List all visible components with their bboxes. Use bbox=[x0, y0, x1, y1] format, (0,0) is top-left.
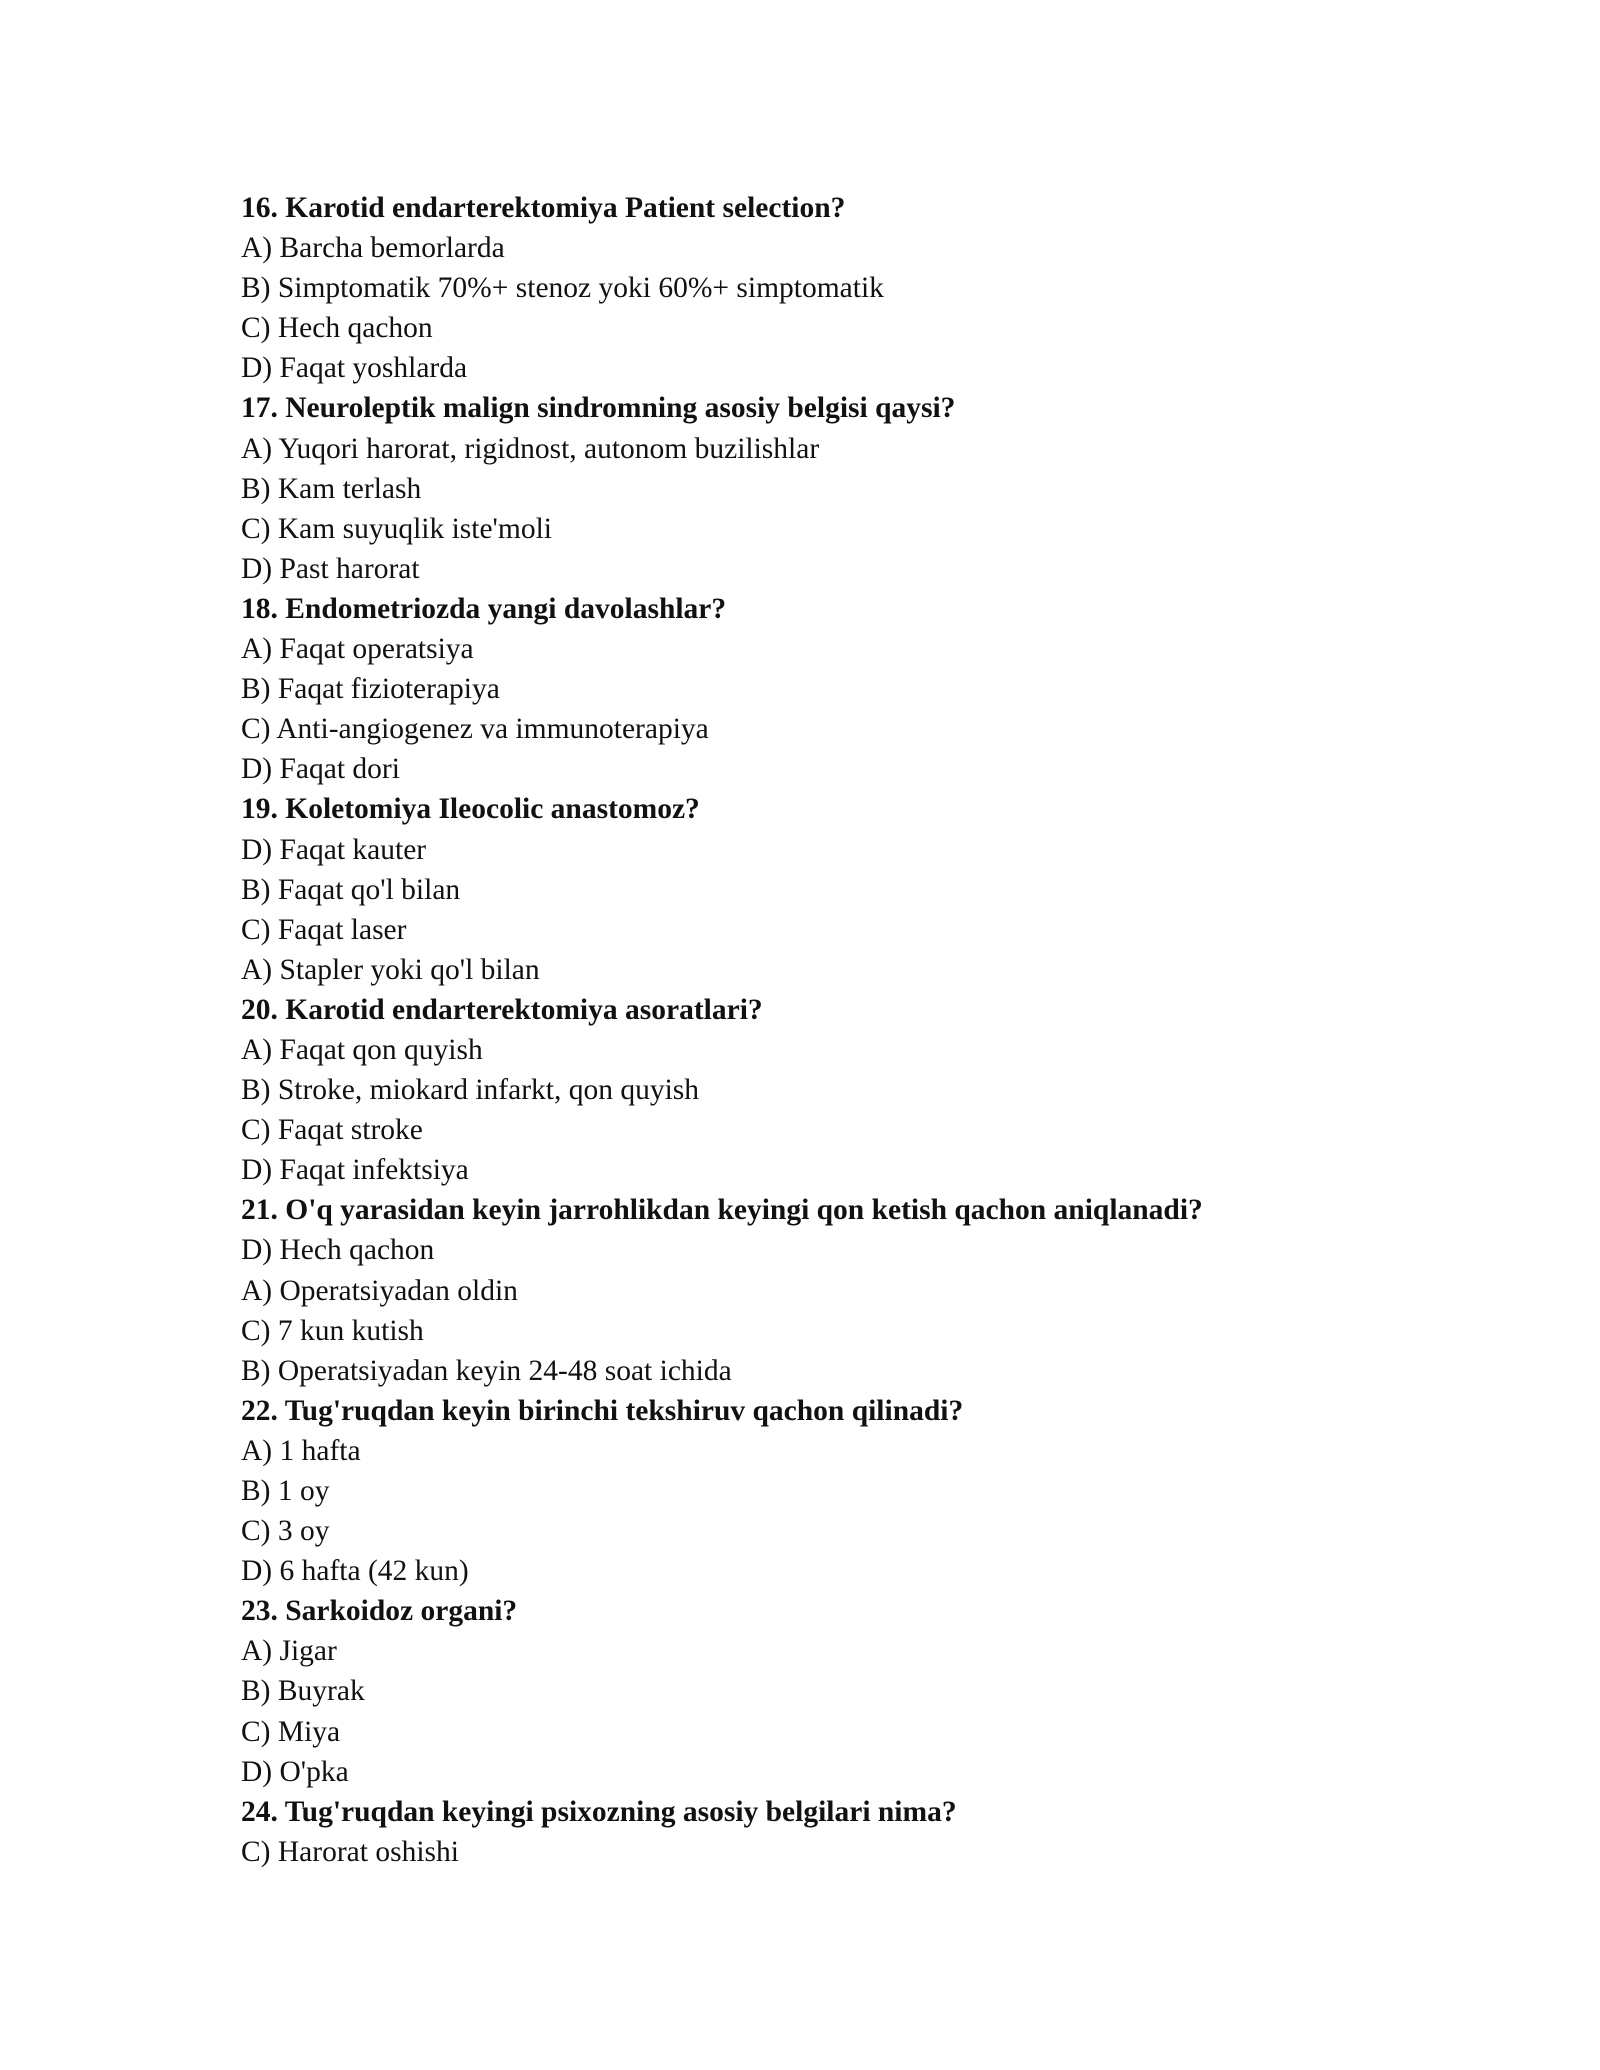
question-21 bbox=[241, 1190, 1421, 1390]
question-title: 22. Tug'ruqdan keyin birinchi tekshiruv qachon qilinadi? bbox=[241, 1394, 964, 1427]
answer-option-b: B) Buyrak bbox=[241, 1675, 365, 1708]
answer-option-b: B) Kam terlash bbox=[241, 472, 422, 505]
answer-option-c: C) Miya bbox=[241, 1715, 341, 1748]
question-20 bbox=[241, 990, 1421, 1190]
answer-option-b: B) Operatsiyadan keyin 24-48 soat ichida bbox=[241, 1354, 732, 1387]
question-16 bbox=[241, 188, 1421, 388]
answer-option-d: D) Hech qachon bbox=[241, 1234, 435, 1267]
question-title: 16. Karotid endarterektomiya Patient selection? bbox=[241, 192, 846, 224]
question-title: 23. Sarkoidoz organi? bbox=[241, 1595, 518, 1628]
answer-option-c: C) Faqat stroke bbox=[241, 1114, 423, 1147]
question-23 bbox=[241, 1591, 1421, 1791]
question-title: 19. Koletomiya Ileocolic anastomoz? bbox=[241, 793, 700, 826]
question-18 bbox=[241, 589, 1421, 789]
answer-option-d: D) Faqat yoshlarda bbox=[241, 352, 468, 385]
answer-option-a: A) 1 hafta bbox=[241, 1434, 361, 1467]
answer-option-c: C) Faqat laser bbox=[241, 913, 407, 946]
answer-option-c: C) Hech qachon bbox=[241, 312, 433, 345]
answer-option-d: D) O'pka bbox=[241, 1755, 349, 1788]
answer-option-b: B) Faqat fizioterapiya bbox=[241, 673, 500, 706]
question-title: 18. Endometriozda yangi davolashlar? bbox=[241, 592, 727, 625]
question-title: 24. Tug'ruqdan keyingi psixozning asosiy belgilari nima? bbox=[241, 1795, 957, 1828]
answer-option-a: A) Yuqori harorat, rigidnost, autonom buzilishlar bbox=[241, 432, 820, 465]
answer-option-a: A) Jigar bbox=[241, 1635, 337, 1668]
answer-option-c: C) Anti-angiogenez va immunoterapiya bbox=[241, 713, 709, 746]
answer-option-d: D) Past harorat bbox=[241, 552, 420, 585]
question-title: 20. Karotid endarterektomiya asoratlari? bbox=[241, 993, 763, 1026]
answer-option-a: A) Faqat operatsiya bbox=[241, 633, 474, 666]
answer-option-c: C) 7 kun kutish bbox=[241, 1314, 424, 1347]
question-title: 17. Neuroleptik malign sindromning asosiy belgisi qaysi? bbox=[241, 392, 956, 425]
answer-option-b: B) Simptomatik 70%+ stenoz yoki 60%+ simptomatik bbox=[241, 272, 884, 305]
answer-option-c: C) Harorat oshishi bbox=[241, 1835, 459, 1868]
answer-option-b: B) Stroke, miokard infarkt, qon quyish bbox=[241, 1074, 700, 1107]
answer-option-a: A) Barcha bemorlarda bbox=[241, 232, 505, 265]
answer-option-d: D) Faqat infektsiya bbox=[241, 1154, 469, 1187]
answer-option-c: C) Kam suyuqlik iste'moli bbox=[241, 512, 552, 545]
question-19 bbox=[241, 789, 1421, 989]
answer-option-d: D) 6 hafta (42 kun) bbox=[241, 1555, 469, 1588]
question-24 bbox=[241, 1792, 1421, 1872]
answer-option-a: A) Faqat qon quyish bbox=[241, 1033, 483, 1066]
answer-option-d: D) Faqat kauter bbox=[241, 833, 427, 866]
question-22 bbox=[241, 1391, 1421, 1591]
answer-option-a: A) Operatsiyadan oldin bbox=[241, 1274, 518, 1307]
answer-option-b: B) 1 oy bbox=[241, 1475, 330, 1507]
answer-option-d: D) Faqat dori bbox=[241, 753, 400, 786]
question-list bbox=[241, 188, 1421, 1872]
question-17 bbox=[241, 388, 1421, 588]
answer-option-a: A) Stapler yoki qo'l bilan bbox=[241, 953, 540, 986]
question-title: 21. O'q yarasidan keyin jarrohlikdan keyingi qon ketish qachon aniqlanadi? bbox=[241, 1194, 1203, 1227]
answer-option-c: C) 3 oy bbox=[241, 1515, 330, 1548]
answer-option-b: B) Faqat qo'l bilan bbox=[241, 873, 461, 906]
